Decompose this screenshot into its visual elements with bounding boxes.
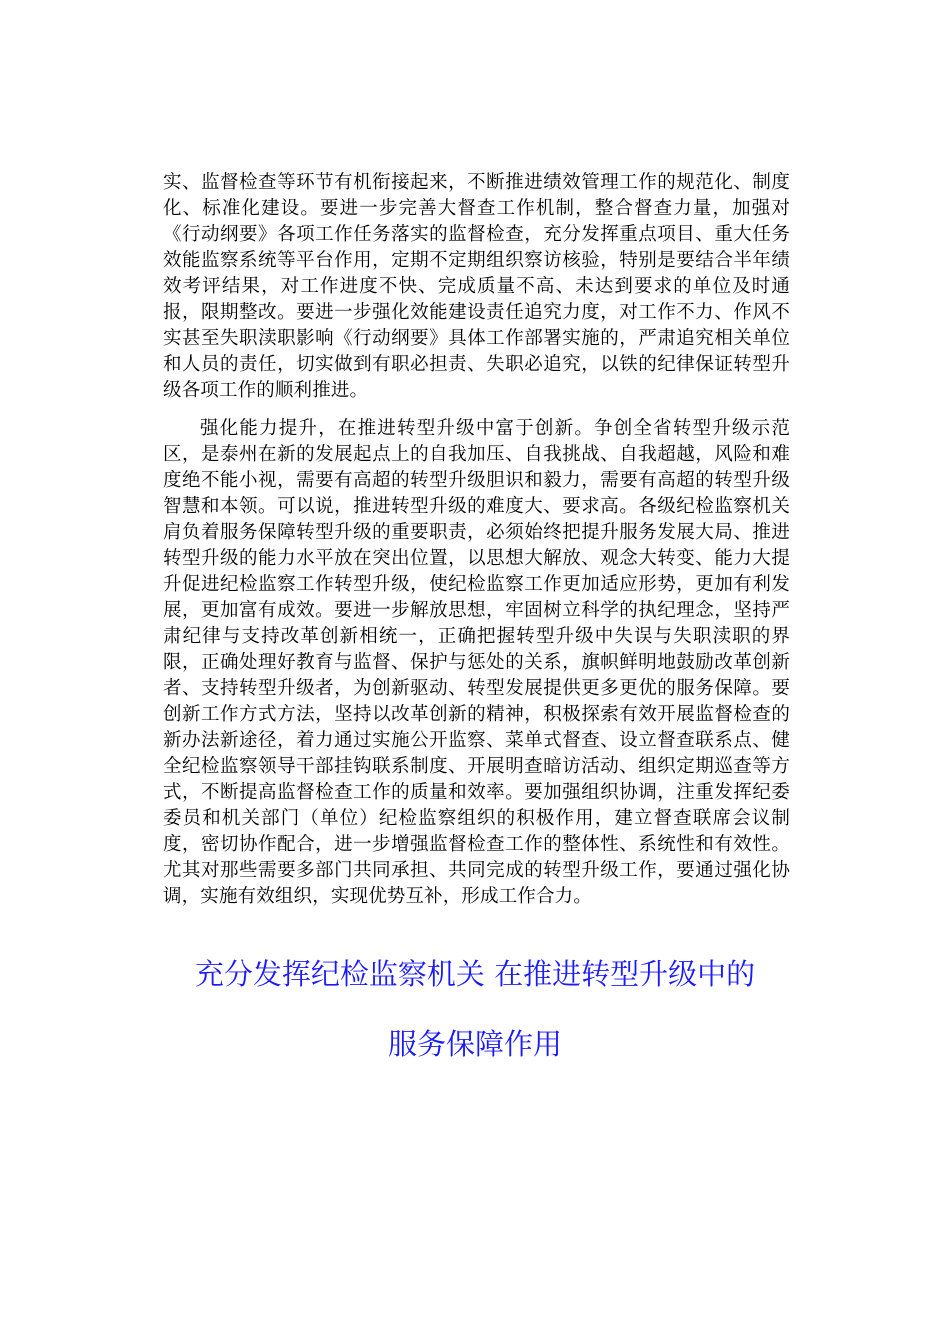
section-heading-line-1: 充分发挥纪检监察机关 在推进转型升级中的: [194, 957, 756, 991]
section-heading-line-2: 服务保障作用: [387, 1027, 562, 1061]
body-paragraph-2: 强化能力提升，在推进转型升级中富于创新。争创全省转型升级示范区，是泰州在新的发展起点上的自我加压、自我挑战、自我超越，风险和难度绝不能小视，需要有高超的转型升级胆识和毅力，需要有高超的转型升级智慧和本领。可以说，推进转型升级的难度大、要求高。各级纪检监察机关肩负着服务保障转型升级的重要职责，必须始终把提升服务发展大局、推进转型升级的能力水平放在突出位置，以思想大解放、观念大转变、能力大提升促进纪检监察工作转型升级，使纪检监察工作更加适应形势，更加有利发展，更加富有成效。要进一步解放思想，牢固树立科学的执纪理念，坚持严肃纪律与支持改革创新相统一，正确把握转型升级中失误与失职渎职的界限，正确处理好教育与监督、保护与惩处的关系，旗帜鲜明地鼓励改革创新者、支持转型升级者，为创新驱动、转型发展提供更多更优的服务保障。要创新工作方式方法，坚持以改革创新的精神，积极探索有效开展监督检查的新办法新途径，着力通过实施公开监察、菜单式督查、设立督查联系点、健全纪检监察领导干部挂钩联系制度、开展明查暗访活动、组织定期巡查等方式，不断提高监督检查工作的质量和效率。要加强组织协调，注重发挥纪委委员和机关部门（单位）纪检监察组织的积极作用，建立督查联席会议制度，密切协作配合，进一步增强监督检查工作的整体性、系统性和有效性。尤其对那些需要多部门共同承担、共同完成的转型升级工作，要通过强化协调，实施有效组织，实现优势互补，形成工作合力。: [163, 418, 790, 907]
body-paragraph-1: 实、监督检查等环节有机衔接起来，不断推进绩效管理工作的规范化、制度化、标准化建设。要进一步完善大督查工作机制，整合督查力量，加强对《行动纲要》各项工作任务落实的监督检查，充分发挥重点项目、重大任务效能监察系统等平台作用，定期不定期组织察访核验，特别是要结合半年绩效考评结果，对工作进度不快、完成质量不高、未达到要求的单位及时通报，限期整改。要进一步强化效能建设责任追究力度，对工作不力、作风不实甚至失职渎职影响《行动纲要》具体工作部署实施的，严肃追究相关单位和人员的责任，切实做到有职必担责、失职必追究，以铁的纪律保证转型升级各项工作的顺利推进。: [163, 172, 790, 401]
